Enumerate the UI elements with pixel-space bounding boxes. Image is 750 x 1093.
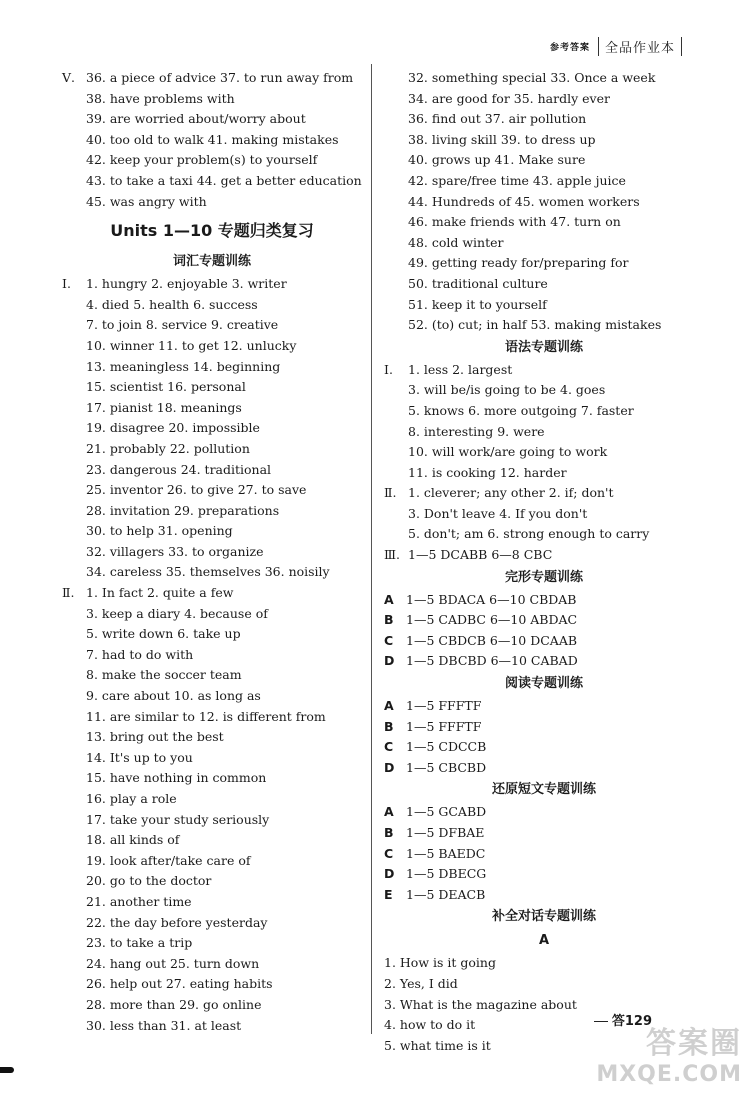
row-text: 5. write down 6. take up bbox=[86, 626, 241, 642]
answer-row bbox=[62, 871, 362, 892]
row-text: 8. make the soccer team bbox=[86, 667, 242, 683]
answer-row bbox=[384, 463, 704, 484]
answer-row bbox=[384, 737, 704, 758]
answer-row bbox=[62, 357, 362, 378]
row-marker bbox=[62, 89, 86, 110]
row-text: 1—5 CDCCB bbox=[406, 739, 487, 755]
answer-row bbox=[384, 212, 704, 233]
row-marker bbox=[62, 665, 86, 686]
answer-row bbox=[62, 418, 362, 439]
row-marker bbox=[62, 130, 86, 151]
header-answer-label: 参考答案 bbox=[549, 42, 590, 53]
row-marker bbox=[384, 422, 408, 443]
answer-row bbox=[62, 624, 362, 645]
vocab-list bbox=[62, 274, 362, 1036]
vocab-section-title: 词汇专题训练 bbox=[172, 254, 251, 270]
row-marker bbox=[62, 933, 86, 954]
answer-row bbox=[384, 524, 704, 545]
row-text: 5. don't; am 6. strong enough to carry bbox=[408, 526, 650, 542]
row-text: 38. living skill 39. to dress up bbox=[408, 131, 596, 147]
answer-row bbox=[62, 501, 362, 522]
restore-list bbox=[384, 802, 704, 905]
grammar-section-title: 语法专题训练 bbox=[504, 339, 583, 355]
row-text: 40. grows up 41. Make sure bbox=[408, 152, 586, 168]
cloze-section-title: 完形专题训练 bbox=[504, 569, 583, 585]
row-marker bbox=[62, 357, 86, 378]
answer-row bbox=[384, 545, 704, 566]
answer-row bbox=[384, 885, 704, 906]
row-marker bbox=[384, 89, 408, 110]
row-text: 28. more than 29. go online bbox=[86, 996, 262, 1012]
page-header bbox=[550, 36, 682, 56]
row-text: 34. are good for 35. hardly ever bbox=[408, 90, 610, 106]
row-text: 30. less than 31. at least bbox=[86, 1017, 242, 1033]
row-text: 10. winner 11. to get 12. unlucky bbox=[86, 337, 297, 353]
row-marker bbox=[384, 524, 408, 545]
row-text: 10. will work/are going to work bbox=[408, 444, 608, 460]
row-text: 13. meaningless 14. beginning bbox=[86, 358, 281, 374]
unit-title: Units 1—10 专题归类复习 bbox=[110, 221, 314, 241]
answer-row bbox=[384, 171, 704, 192]
row-marker bbox=[384, 253, 408, 274]
row-marker bbox=[384, 109, 408, 130]
row-marker: Ⅱ. bbox=[62, 585, 75, 601]
row-marker bbox=[62, 192, 86, 213]
row-text: 42. keep your problem(s) to yourself bbox=[86, 152, 318, 168]
row-text: 22. the day before yesterday bbox=[86, 914, 268, 930]
row-text: 1—5 FFFTF bbox=[406, 718, 482, 734]
row-marker: D bbox=[384, 866, 395, 882]
answer-row bbox=[384, 68, 704, 89]
answer-row bbox=[384, 89, 704, 110]
row-text: 1. less 2. largest bbox=[408, 361, 513, 377]
answer-row bbox=[384, 274, 704, 295]
row-marker: B bbox=[384, 825, 394, 840]
answer-row bbox=[62, 851, 362, 872]
answer-row bbox=[384, 150, 704, 171]
row-marker bbox=[62, 892, 86, 913]
answer-row bbox=[62, 830, 362, 851]
row-marker bbox=[62, 707, 86, 728]
row-text: 13. bring out the best bbox=[86, 729, 224, 745]
row-marker: B bbox=[384, 718, 394, 734]
row-marker bbox=[62, 604, 86, 625]
answer-row bbox=[62, 892, 362, 913]
row-marker bbox=[62, 398, 86, 419]
row-text: 3. will be/is going to be 4. goes bbox=[408, 382, 606, 398]
row-text: 3. What is the magazine about bbox=[384, 996, 577, 1012]
row-marker bbox=[62, 871, 86, 892]
row-marker bbox=[62, 851, 86, 872]
row-marker bbox=[62, 789, 86, 810]
answer-row bbox=[62, 336, 362, 357]
answer-row bbox=[62, 974, 362, 995]
row-text: 7. had to do with bbox=[86, 646, 194, 662]
row-text: 24. hang out 25. turn down bbox=[86, 955, 260, 971]
row-text: 17. take your study seriously bbox=[86, 811, 270, 827]
answer-row bbox=[384, 953, 704, 974]
row-marker bbox=[62, 830, 86, 851]
row-marker bbox=[62, 913, 86, 934]
row-marker: C bbox=[384, 632, 394, 648]
answer-row bbox=[384, 192, 704, 213]
row-marker: Ⅰ. bbox=[62, 276, 71, 292]
answer-row bbox=[62, 707, 362, 728]
answer-row bbox=[62, 150, 362, 171]
row-marker bbox=[62, 768, 86, 789]
right-column bbox=[384, 68, 704, 1056]
row-text: 8. interesting 9. were bbox=[408, 423, 545, 439]
row-marker bbox=[62, 727, 86, 748]
row-text: 1—5 DCABB 6—8 CBC bbox=[408, 547, 553, 563]
answer-row bbox=[384, 864, 704, 885]
row-marker bbox=[384, 274, 408, 295]
row-text: 39. are worried about/worry about bbox=[86, 111, 306, 127]
row-text: 40. too old to walk 41. making mistakes bbox=[86, 131, 339, 147]
answer-row bbox=[62, 810, 362, 831]
answer-row bbox=[62, 377, 362, 398]
grammar-list bbox=[384, 360, 704, 566]
row-marker bbox=[62, 336, 86, 357]
row-text: 18. all kinds of bbox=[86, 832, 180, 848]
answer-row bbox=[62, 192, 362, 213]
answer-row bbox=[62, 562, 362, 583]
row-text: 48. cold winter bbox=[408, 234, 504, 250]
header-brand: 全品作业本 bbox=[598, 37, 682, 56]
row-marker: C bbox=[384, 739, 394, 755]
row-marker bbox=[62, 480, 86, 501]
answer-row bbox=[62, 995, 362, 1016]
row-marker bbox=[384, 212, 408, 233]
answer-row bbox=[384, 380, 704, 401]
answer-row bbox=[384, 696, 704, 717]
row-text: 1. hungry 2. enjoyable 3. writer bbox=[86, 276, 287, 292]
answer-row bbox=[384, 315, 704, 336]
row-text: 2. Yes, I did bbox=[384, 975, 458, 991]
row-marker: Ⅱ. bbox=[384, 485, 397, 501]
row-marker: C bbox=[384, 845, 394, 861]
row-marker bbox=[384, 171, 408, 192]
row-text: 1—5 CBDCB 6—10 DCAAB bbox=[406, 632, 578, 648]
row-text: 9. care about 10. as long as bbox=[86, 688, 261, 704]
row-text: 50. traditional culture bbox=[408, 275, 548, 291]
row-text: 46. make friends with 47. turn on bbox=[408, 214, 621, 230]
row-text: 1—5 DEACB bbox=[406, 886, 486, 902]
row-text: 1—5 GCABD bbox=[406, 804, 487, 820]
row-marker bbox=[384, 442, 408, 463]
row-text: 19. look after/take care of bbox=[86, 852, 251, 868]
row-text: 19. disagree 20. impossible bbox=[86, 420, 260, 436]
row-text: 1—5 BDACA 6—10 CBDAB bbox=[406, 591, 577, 607]
row-text: 30. to help 31. opening bbox=[86, 523, 233, 539]
row-marker bbox=[62, 542, 86, 563]
row-marker bbox=[62, 501, 86, 522]
answer-row bbox=[384, 802, 704, 823]
answer-row bbox=[62, 480, 362, 501]
row-text: 38. have problems with bbox=[86, 90, 235, 106]
row-text: 34. careless 35. themselves 36. noisily bbox=[86, 564, 330, 580]
reading-section-title: 阅读专题训练 bbox=[504, 676, 583, 692]
answer-row bbox=[384, 109, 704, 130]
row-marker bbox=[62, 418, 86, 439]
row-marker bbox=[62, 439, 86, 460]
row-marker: Ⅴ. bbox=[62, 70, 76, 85]
answer-row bbox=[62, 748, 362, 769]
row-text: 42. spare/free time 43. apple juice bbox=[408, 172, 626, 188]
row-text: 1—5 CBCBD bbox=[406, 759, 487, 775]
row-text: 51. keep it to yourself bbox=[408, 296, 547, 312]
row-marker: B bbox=[384, 612, 394, 628]
row-text: 43. to take a taxi 44. get a better education bbox=[86, 172, 362, 188]
answer-row bbox=[62, 1016, 362, 1037]
answer-row bbox=[62, 583, 362, 604]
row-marker bbox=[384, 315, 408, 336]
answer-row bbox=[62, 315, 362, 336]
answer-row bbox=[384, 610, 704, 631]
row-text: 44. Hundreds of 45. women workers bbox=[408, 193, 640, 209]
row-marker: Ⅰ. bbox=[384, 361, 393, 377]
row-marker bbox=[384, 68, 408, 89]
row-text: 17. pianist 18. meanings bbox=[86, 399, 242, 415]
row-marker bbox=[384, 295, 408, 316]
row-marker bbox=[384, 463, 408, 484]
row-text: 1. In fact 2. quite a few bbox=[86, 585, 234, 601]
row-text: 1—5 DBCBD 6—10 CABAD bbox=[406, 653, 578, 669]
answer-row bbox=[384, 422, 704, 443]
restore-section-title: 还原短文专题训练 bbox=[491, 782, 596, 798]
answer-row bbox=[62, 89, 362, 110]
row-marker bbox=[384, 150, 408, 171]
watermark-logo-text: 答案圈 bbox=[646, 1026, 742, 1061]
left-column bbox=[62, 68, 362, 1036]
left-top-list bbox=[62, 68, 362, 212]
row-marker bbox=[384, 380, 408, 401]
row-marker bbox=[62, 109, 86, 130]
row-text: 11. are similar to 12. is different from bbox=[86, 708, 326, 724]
row-text: 1—5 BAEDC bbox=[406, 845, 486, 861]
row-text: 26. help out 27. eating habits bbox=[86, 976, 273, 992]
row-text: 28. invitation 29. preparations bbox=[86, 502, 280, 518]
answer-row bbox=[384, 651, 704, 672]
dialog-subsection-label: A bbox=[538, 933, 550, 949]
reading-list bbox=[384, 696, 704, 778]
answer-row bbox=[62, 109, 362, 130]
answer-row bbox=[384, 995, 704, 1016]
row-marker: A bbox=[384, 591, 394, 607]
answer-row bbox=[384, 631, 704, 652]
cloze-list bbox=[384, 590, 704, 672]
row-marker bbox=[62, 995, 86, 1016]
answer-row bbox=[62, 954, 362, 975]
answer-row bbox=[384, 504, 704, 525]
column-divider bbox=[371, 64, 372, 1034]
answer-row bbox=[384, 442, 704, 463]
row-text: 32. something special 33. Once a week bbox=[408, 70, 656, 85]
dialog-section-title: 补全对话专题训练 bbox=[491, 909, 596, 925]
row-marker bbox=[62, 1016, 86, 1037]
row-marker bbox=[62, 810, 86, 831]
row-text: 4. died 5. health 6. success bbox=[86, 296, 258, 312]
row-marker bbox=[384, 233, 408, 254]
row-marker bbox=[384, 192, 408, 213]
answer-row bbox=[62, 398, 362, 419]
answer-row bbox=[62, 521, 362, 542]
answer-row bbox=[62, 274, 362, 295]
answer-row bbox=[384, 360, 704, 381]
row-marker bbox=[62, 954, 86, 975]
row-text: 7. to join 8. service 9. creative bbox=[86, 317, 279, 333]
row-marker bbox=[62, 686, 86, 707]
row-text: 21. another time bbox=[86, 893, 192, 909]
row-text: 16. play a role bbox=[86, 791, 177, 806]
right-top-list bbox=[384, 68, 704, 336]
answer-row bbox=[62, 665, 362, 686]
row-marker bbox=[62, 748, 86, 769]
answer-row bbox=[62, 604, 362, 625]
answer-row bbox=[62, 727, 362, 748]
row-marker bbox=[62, 521, 86, 542]
row-text: 4. how to do it bbox=[384, 1017, 476, 1033]
row-text: 3. keep a diary 4. because of bbox=[86, 605, 268, 621]
row-marker bbox=[62, 171, 86, 192]
row-marker: E bbox=[384, 886, 393, 902]
watermark bbox=[596, 1018, 742, 1087]
row-text: 5. knows 6. more outgoing 7. faster bbox=[408, 402, 634, 418]
answer-row bbox=[384, 758, 704, 779]
answer-row bbox=[62, 171, 362, 192]
answer-row bbox=[62, 768, 362, 789]
row-marker: D bbox=[384, 759, 395, 775]
row-marker bbox=[62, 624, 86, 645]
answer-row bbox=[384, 295, 704, 316]
corner-mark bbox=[0, 1067, 14, 1073]
answer-row bbox=[62, 295, 362, 316]
row-text: 11. is cooking 12. harder bbox=[408, 464, 567, 480]
row-marker: A bbox=[384, 698, 394, 714]
answer-row bbox=[384, 974, 704, 995]
row-text: 20. go to the doctor bbox=[86, 873, 212, 889]
row-text: 1. How is it going bbox=[384, 955, 496, 971]
row-text: 15. have nothing in common bbox=[86, 770, 267, 786]
row-text: 25. inventor 26. to give 27. to save bbox=[86, 482, 307, 498]
row-text: 1—5 DBECG bbox=[406, 866, 487, 882]
row-text: 1—5 FFFTF bbox=[406, 698, 482, 714]
answer-row bbox=[62, 68, 362, 89]
answer-row bbox=[62, 542, 362, 563]
row-marker bbox=[62, 562, 86, 583]
row-marker bbox=[384, 401, 408, 422]
row-text: 3. Don't leave 4. If you don't bbox=[408, 505, 588, 521]
answer-row bbox=[62, 645, 362, 666]
row-marker bbox=[62, 315, 86, 336]
answer-row bbox=[62, 439, 362, 460]
watermark-url: MXQE.COM bbox=[596, 1062, 742, 1087]
row-text: 32. villagers 33. to organize bbox=[86, 543, 264, 559]
answer-row bbox=[62, 789, 362, 810]
row-text: 23. dangerous 24. traditional bbox=[86, 461, 272, 477]
answer-row bbox=[384, 844, 704, 865]
answer-row bbox=[384, 253, 704, 274]
answer-row bbox=[62, 686, 362, 707]
row-text: 14. It's up to you bbox=[86, 749, 193, 765]
row-marker bbox=[62, 295, 86, 316]
row-text: 5. what time is it bbox=[384, 1037, 491, 1053]
answer-row bbox=[384, 590, 704, 611]
row-text: 36. find out 37. air pollution bbox=[408, 111, 587, 127]
row-text: 36. a piece of advice 37. to run away from bbox=[86, 70, 354, 85]
row-marker bbox=[62, 460, 86, 481]
answer-row bbox=[62, 913, 362, 934]
row-text: 1—5 DFBAE bbox=[406, 825, 485, 840]
row-text: 45. was angry with bbox=[86, 193, 207, 209]
row-marker bbox=[62, 645, 86, 666]
row-marker: Ⅲ. bbox=[384, 547, 401, 563]
answer-row bbox=[384, 401, 704, 422]
row-marker bbox=[384, 130, 408, 151]
row-text: 23. to take a trip bbox=[86, 935, 193, 951]
row-text: 52. (to) cut; in half 53. making mistakes bbox=[408, 317, 662, 333]
row-text: 21. probably 22. pollution bbox=[86, 440, 250, 456]
answer-row bbox=[384, 823, 704, 844]
row-text: 1. cleverer; any other 2. if; don't bbox=[408, 485, 614, 501]
row-marker bbox=[62, 377, 86, 398]
answer-row bbox=[384, 130, 704, 151]
row-marker bbox=[384, 504, 408, 525]
page-number-text: 答129 bbox=[611, 1014, 652, 1029]
answer-row bbox=[384, 717, 704, 738]
answer-row bbox=[384, 233, 704, 254]
row-marker bbox=[62, 974, 86, 995]
answer-row bbox=[62, 933, 362, 954]
row-text: 1—5 CADBC 6—10 ABDAC bbox=[406, 612, 578, 628]
answer-row bbox=[384, 483, 704, 504]
answer-row bbox=[62, 130, 362, 151]
row-marker: A bbox=[384, 804, 394, 820]
row-text: 49. getting ready for/preparing for bbox=[408, 255, 629, 271]
answer-row bbox=[62, 460, 362, 481]
row-text: 15. scientist 16. personal bbox=[86, 379, 246, 395]
row-marker: D bbox=[384, 653, 395, 669]
row-marker bbox=[62, 150, 86, 171]
